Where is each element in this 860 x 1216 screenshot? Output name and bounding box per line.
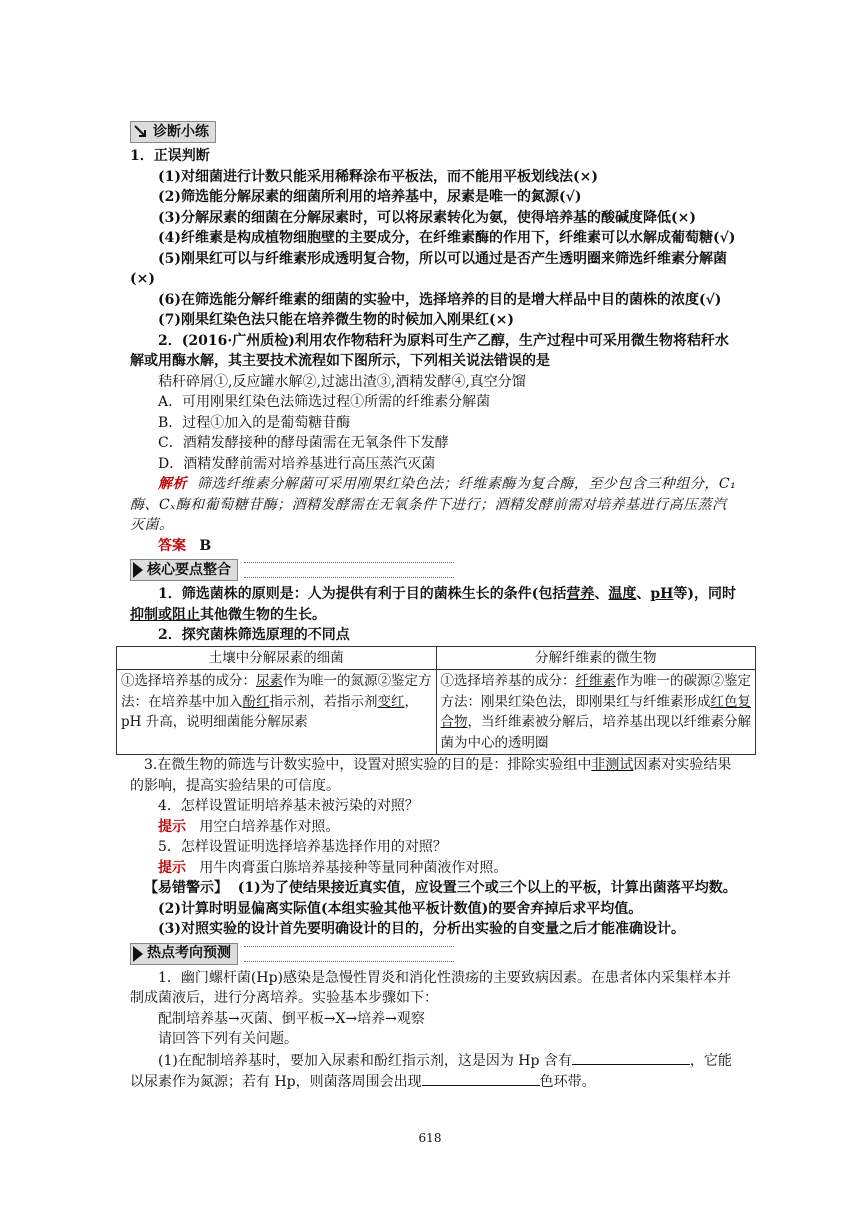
control-paragraph: 3.在微生物的筛选与计数实验中，设置对照实验的目的是：排除实验组中非测试因素对实验结果的影响，提高实验结果的可信度。 — [130, 757, 732, 794]
answer-label: 答案 — [158, 537, 186, 554]
option-d: D．酒精发酵前需对培养基进行高压蒸汽灭菌 — [158, 455, 436, 472]
table-header-cell: 分解纤维素的微生物 — [436, 646, 756, 670]
answer-blank[interactable] — [422, 1071, 540, 1086]
arrow-right-icon — [133, 946, 143, 962]
section-header-core — [130, 558, 740, 582]
section-title: 热点考向预测 — [147, 945, 231, 962]
process-flow: 秸秆碎屑①,反应罐水解②,过滤出渣③,酒精发酵④,真空分馏 — [158, 373, 526, 390]
section-title: 核心要点整合 — [147, 561, 231, 578]
page-content — [121, 118, 751, 1093]
diagnosis-arrow-icon — [133, 124, 149, 140]
table-cell-cellulose: ①选择培养基的成分：纤维素作为唯一的碳源②鉴定方法：刚果红染色法，即刚果红与纤维素形成红色复合物，当纤维素被分解后，培养基出现以纤维素分解菌为中心的透明圈 — [436, 670, 756, 755]
hint-4: 提示 用空白培养基作对照。 — [158, 818, 340, 835]
warning-item: (3)对照实验的设计首先要明确设计的目的，分析出实验的自变量之后才能准确设计。 — [158, 921, 685, 937]
sub-question: (1)在配制培养基时，要加入尿素和酚红指示剂，这是因为 Hp 含有 ，它能以尿素作为氮源；若有 Hp，则菌落周围会出现 色环带。 — [130, 1050, 740, 1093]
option-b: B．过程①加入的是葡萄糖苷酶 — [158, 414, 351, 431]
comparison-table — [116, 646, 756, 756]
warning-item: 【易错警示】 (1)为了使结果接近真实值，应设置三个或三个以上的平板，计算出菌落平均数。 — [144, 880, 737, 896]
table-cell-urea: ①选择培养基的成分：尿素作为唯一的氮源②鉴定方法：在培养基中加入酚红指示剂，若指示剂变红，pH 升高，说明细菌能分解尿素 — [117, 670, 437, 755]
section-header-hot — [130, 942, 740, 966]
option-c: C．酒精发酵接种的酵母菌需在无氧条件下发酵 — [158, 435, 449, 451]
section-header-diag — [130, 120, 740, 144]
table-header-row — [117, 646, 756, 670]
page-number: 618 — [418, 1131, 442, 1145]
judge-item: (5)刚果红可以与纤维素形成透明复合物，所以可以通过是否产生透明圈来筛选纤维素分解菌(×) — [130, 250, 727, 287]
dotted-divider — [244, 946, 454, 962]
answer-blank[interactable] — [572, 1050, 690, 1065]
question-4: 4．怎样设置证明培养基未被污染的对照？ — [158, 798, 419, 814]
judge-item: (6)在筛选能分解纤维素的细菌的实验中，选择培养的目的是增大样品中目的菌株的浓度(√) — [158, 291, 722, 308]
judge-item: (4)纤维素是构成植物细胞壁的主要成分，在纤维素酶的作用下，纤维素可以水解成葡萄糖(√) — [158, 230, 736, 246]
analysis — [130, 474, 740, 536]
hint-label: 提示 — [158, 859, 186, 876]
question-5: 5．怎样设置证明选择培养基选择作用的对照？ — [158, 839, 447, 855]
principle-paragraph: 1．筛选菌株的原则是：人为提供有利于目的菌株生长的条件(包括营养、温度、pH等)，同时抑制或阻止其他微生物的生长。 — [130, 586, 737, 623]
warning-item: (2)计算时明显偏离实际值(本组实验其他平板计数值)的要舍弃掉后求平均值。 — [158, 900, 643, 917]
subheading: 2．探究菌株筛选原理的不同点 — [158, 627, 350, 643]
question-title: 1．正误判断 — [130, 148, 210, 164]
answer — [130, 536, 740, 557]
question-stem: 2．(2016·广州质检)利用农作物秸秆为原料可生产乙醇，生产过程中可采用微生物将秸秆水解或用酶水解，其主要技术流程如下图所示，下列相关说法错误的是 — [130, 332, 729, 369]
judge-item: (3)分解尿素的细菌在分解尿素时，可以将尿素转化为氨，使得培养基的酸碱度降低(×) — [158, 209, 696, 226]
analysis-label: 解析 — [158, 476, 187, 492]
warning-label: 【易错警示】 — [144, 880, 228, 896]
analysis-text: 筛选纤维素分解菌可采用刚果红染色法；纤维素酶为复合酶，至少包含三种组分，C₁酶、Cₓ酶和葡萄糖苷酶；酒精发酵需在无氧条件下进行；酒精发酵前需对培养基进行高压蒸汽灭菌。 — [130, 476, 737, 533]
table-row — [117, 670, 756, 755]
question-prompt: 请回答下列有关问题。 — [158, 1031, 298, 1047]
hint-label: 提示 — [158, 818, 186, 835]
judge-item: (1)对细菌进行计数只能采用稀释涂布平板法，而不能用平板划线法(×) — [158, 168, 598, 185]
table-header-cell: 土壤中分解尿素的细菌 — [117, 646, 437, 670]
judge-item: (2)筛选能分解尿素的细菌所利用的培养基中，尿素是唯一的氮源(√) — [158, 189, 582, 205]
dotted-divider — [244, 562, 454, 578]
option-a: A．可用刚果红染色法筛选过程①所需的纤维素分解菌 — [158, 394, 491, 410]
process-flow: 配制培养基→灭菌、倒平板→X→培养→观察 — [158, 1010, 425, 1027]
hint-5: 提示 用牛肉膏蛋白胨培养基接种等量同种菌液作对照。 — [158, 859, 508, 876]
judge-item: (7)刚果红染色法只能在培养微生物的时候加入刚果红(×) — [158, 312, 514, 328]
arrow-right-icon — [133, 562, 143, 578]
question-stem: 1．幽门螺杆菌(Hp)感染是急慢性胃炎和消化性溃疡的主要致病因素。在患者体内采集样本并制成菌液后，进行分离培养。实验基本步骤如下： — [130, 969, 731, 1006]
answer-value: B — [199, 537, 212, 554]
section-title: 诊断小练 — [153, 123, 209, 140]
